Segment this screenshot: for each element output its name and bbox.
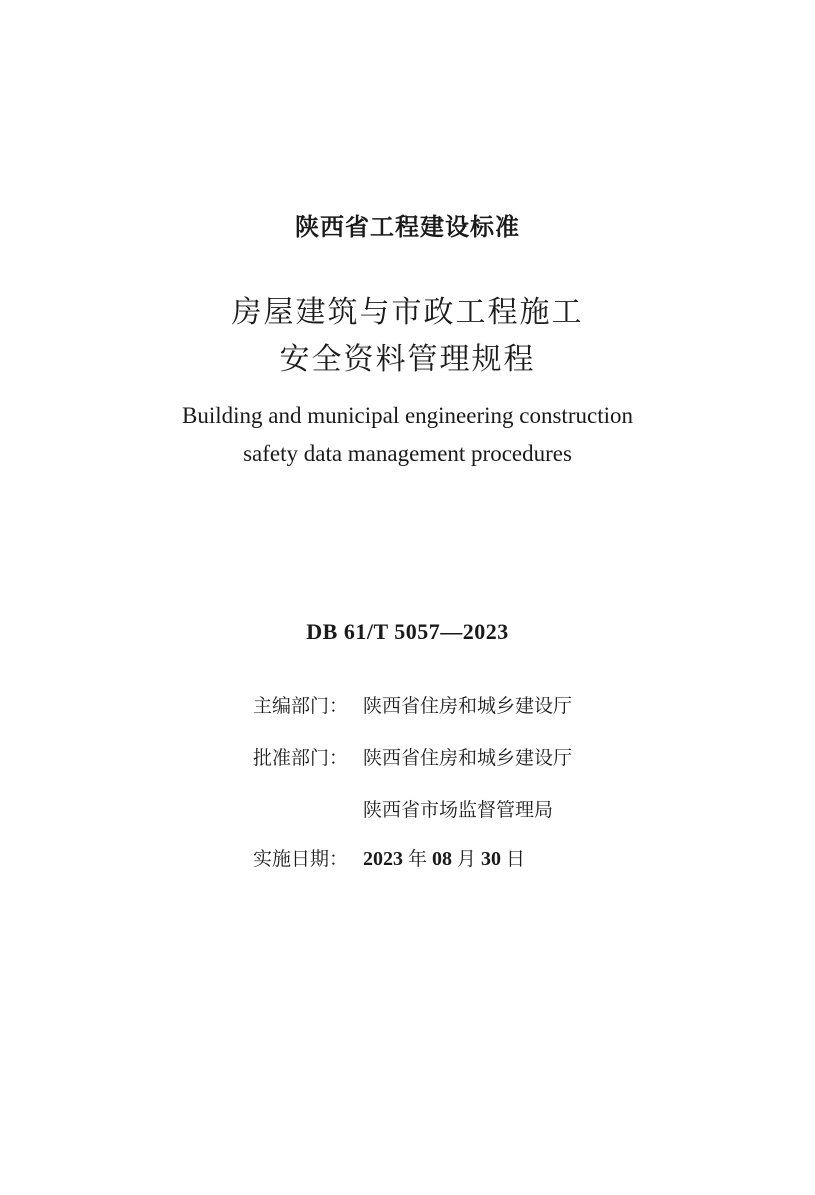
approver-department-value-2: 陕西省市场监督管理局 (363, 799, 554, 821)
editor-department-row (253, 689, 572, 723)
chinese-title-line-1: 房屋建筑与市政工程施工 (231, 295, 584, 330)
series-title: 陕西省工程建设标准 (295, 213, 520, 241)
chinese-title-line-2: 安全资料管理规程 (279, 342, 536, 377)
english-title-line-1: Building and municipal engineering construction (182, 403, 633, 428)
effective-date-row (253, 842, 530, 876)
approver-department-value-1: 陕西省住房和城乡建设厅 (363, 747, 573, 769)
editor-department-label: 主编部门： (253, 695, 349, 717)
english-title-line-2: safety data management procedures (243, 441, 572, 466)
date-day: 30 (481, 848, 502, 870)
standard-code: DB 61/T 5057—2023 (306, 619, 509, 644)
effective-date-value (363, 842, 530, 876)
editor-department-value: 陕西省住房和城乡建设厅 (363, 695, 573, 717)
approver-department-row-2 (253, 793, 553, 827)
date-year-unit: 年 (408, 848, 428, 870)
date-month: 08 (432, 848, 453, 870)
approver-department-label: 批准部门： (253, 747, 349, 769)
effective-date-label: 实施日期： (253, 848, 349, 870)
date-day-unit: 日 (506, 848, 526, 870)
date-month-unit: 月 (457, 848, 477, 870)
date-year: 2023 (363, 848, 403, 870)
approver-department-row (253, 741, 572, 775)
